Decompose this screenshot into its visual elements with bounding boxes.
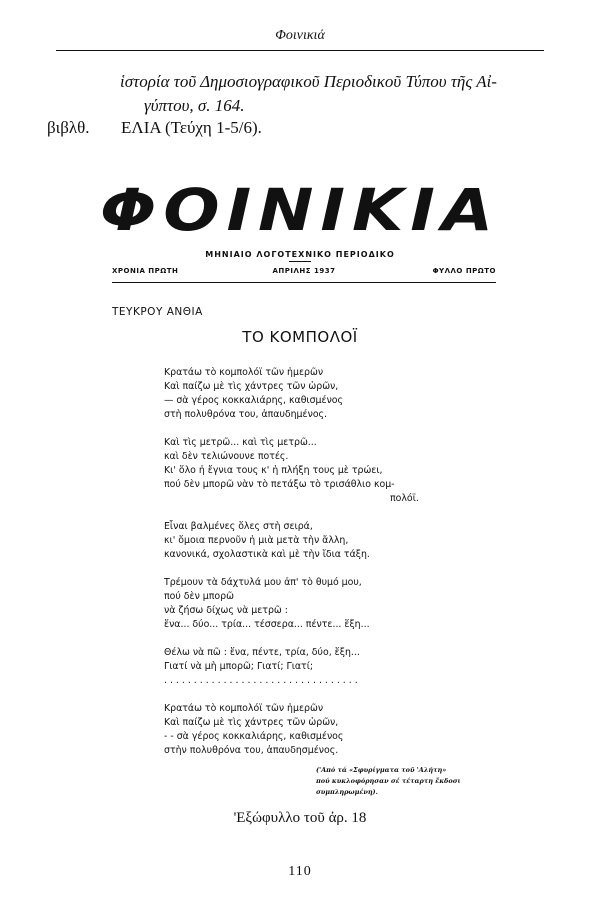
masthead-date: ΑΠΡΙΛΗΣ 1937: [272, 267, 336, 275]
poem-stanza-2: [164, 436, 419, 506]
masthead-subtitle: ΜΗΝΙΑΙΟ ΛΟΓΟΤΕΧΝΙΚΟ ΠΕΡΙΟΔΙΚΟ: [205, 250, 395, 259]
masthead-year: ΧΡΟΝΙΑ ΠΡΩΤΗ: [112, 267, 179, 275]
poem-source-note: [316, 765, 516, 798]
masthead-issue: ΦΥΛΛΟ ΠΡΩΤΟ: [432, 267, 496, 275]
masthead-rule: [112, 282, 496, 283]
poem-line-continuation: πολόϊ.: [390, 493, 419, 504]
subtitle-ornament: [289, 261, 311, 262]
reference-title: ΕΛΙΑ (Τεύχη 1-5/6).: [121, 118, 262, 137]
poem-ellipsis-line: . . . . . . . . . . . . . . . . . . . . . . . . . . . . . . . . .: [164, 675, 358, 686]
poem-line: — σὰ γέρος κοκκαλιάρης, καθισμένος: [164, 395, 344, 406]
masthead-title: ΦΟΙΝΙΚΙΑ: [100, 176, 500, 244]
source-line-2: πού κυκλοφόρησαν σέ τέταρτη ἔκδοσι: [316, 777, 461, 785]
poem-line: καὶ δὲν τελιώνουνε ποτές.: [164, 451, 289, 462]
poem-line: ἕνα... δύο... τρία... τέσσερα... πέντε... ἕξη...: [164, 619, 370, 630]
poem-line: Κρατάω τὸ κομπολόϊ τῶν ἡμερῶν: [164, 367, 324, 378]
reference-abbreviation: βιβλθ.: [47, 118, 90, 137]
source-line-1: ('Από τά «Σφυρίγματα τοῦ 'Αλήτη»: [316, 766, 447, 774]
poem-line: Κρατάω τὸ κομπολόϊ τῶν ἡμερῶν: [164, 703, 324, 714]
poem-line: Κι' ὅλο ἡ ἔγνια τους κ' ἡ πλήξη τους μὲ τρώει,: [164, 465, 383, 476]
poem-stanza-6: [164, 702, 419, 758]
running-head: Φοινικιά: [275, 28, 325, 43]
reference-line-2: γύπτου, σ. 164.: [144, 96, 245, 115]
poem-stanza-4: [164, 576, 419, 632]
poem-line: - - σὰ γέρος κοκκαλιάρης, καθισμένος: [164, 731, 344, 742]
poem-line: Θέλω νὰ πῶ : ἕνα, πέντε, τρία, δύο, ἕξη...: [164, 647, 360, 658]
poem-stanza-3: [164, 520, 419, 562]
source-line-3: συμπληρωμένη).: [316, 788, 378, 796]
poem-line: Τρέμουν τὰ δάχτυλά μου ἀπ' τὸ θυμό μου,: [164, 577, 362, 588]
masthead-logo: [0, 172, 600, 252]
poem-line: στὴ πολυθρόνα του, ἀπαυδημένος.: [164, 409, 328, 420]
reference-line-1: ἱστορία τοῦ Δημοσιογραφικοῦ Περιοδικοῦ Τύπου τῆς Αἰ-: [120, 72, 497, 91]
poem-line: κανονικά, σχολαστικὰ καὶ μὲ τὴν ἴδια τάξη.: [164, 549, 370, 560]
masthead: [0, 172, 600, 252]
poem-stanza-5: [164, 646, 419, 688]
page-number: 110: [288, 864, 312, 879]
reference-line-3: [47, 118, 262, 138]
poem-line: Καὶ παίζω μὲ τὶς χάντρες τῶν ὡρῶν,: [164, 717, 339, 728]
cover-caption: 'Εξώφυλλο τοῦ ἀρ. 18: [233, 810, 367, 826]
poem-title: ΤΟ ΚΟΜΠΟΛΟΪ: [242, 328, 358, 346]
poem-line: νὰ ζήσω δίχως νὰ μετρῶ :: [164, 605, 288, 616]
poem-line: κι' ὅμοια περνοῦν ἡ μιὰ μετὰ τὴν ἄλλη,: [164, 535, 349, 546]
masthead-meta-row: [112, 267, 496, 275]
poem-line: στὴν πολυθρόνα του, ἀπαυδησμένος.: [164, 745, 339, 756]
poem-line: πού δὲν μπορῶ: [164, 591, 234, 602]
poem-line: πού δὲν μπορῶ νὰν τὸ πετάξω τὸ τρισάθλιο κομ-: [164, 479, 395, 490]
poem-line: Καὶ τὶς μετρῶ... καὶ τὶς μετρῶ...: [164, 437, 317, 448]
poem-line: Καὶ παίζω μὲ τὶς χάντρες τῶν ὡρῶν,: [164, 381, 339, 392]
poem-body: [164, 366, 419, 772]
poem-line: Γιατί νὰ μὴ μπορῶ; Γιατί; Γιατί;: [164, 661, 314, 672]
poem-line: Εἶναι βαλμένες ὅλες στὴ σειρά,: [164, 521, 313, 532]
header-rule: [56, 50, 544, 51]
poem-author: ΤΕΥΚΡΟΥ ΑΝΘΙΑ: [112, 306, 203, 318]
poem-stanza-1: [164, 366, 419, 422]
